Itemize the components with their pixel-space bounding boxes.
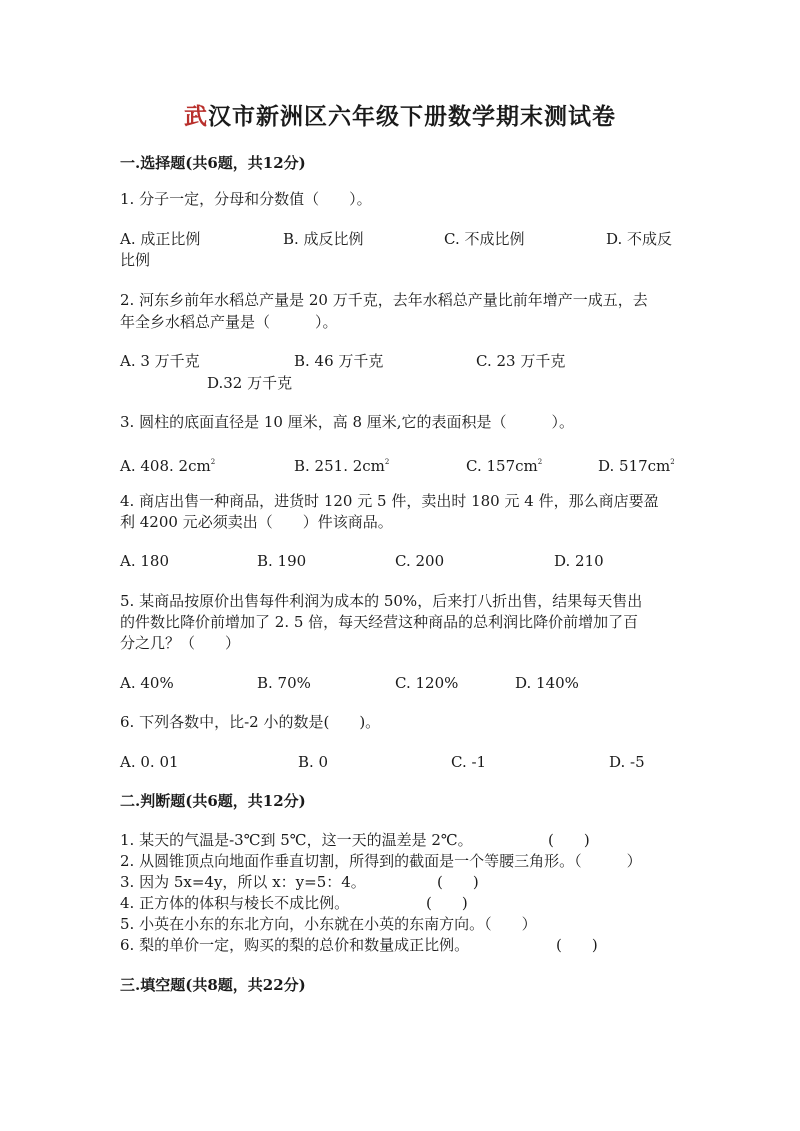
- q1-option-c: C. 不成比例: [444, 230, 525, 248]
- question-3-stem: 3. 圆柱的底面直径是 10 厘米，高 8 厘米,它的表面积是（ ）。: [120, 413, 575, 431]
- q3-option-c: C. $157cm^2$: [466, 457, 543, 475]
- question-5-stem-line3: 分之几？（ ）: [120, 634, 241, 652]
- judge-item-6: 6. 梨的单价一定，购买的梨的总价和数量成正比例。: [120, 936, 470, 954]
- judge-item-5: 5. 小英在小东的东北方向，小东就在小英的东南方向。（ ）: [120, 915, 537, 933]
- q5-option-a: A. 40%: [120, 674, 174, 692]
- q4-option-b: B. 190: [257, 552, 307, 570]
- page-title: [0, 98, 800, 131]
- section-heading-choice: 一.选择题(共6题，共12分): [120, 154, 306, 172]
- question-2-stem-line2: 年全乡水稻总产量是（ ）。: [120, 313, 338, 331]
- q1-option-d: D. 不成反: [606, 230, 673, 248]
- q4-option-a: A. 180: [120, 552, 169, 570]
- q3-option-b: B. 251. $2cm^2$: [294, 457, 390, 475]
- question-2-stem-line1: 2. 河东乡前年水稻总产量是 20 万千克，去年水稻总产量比前年增产一成五，去: [120, 291, 648, 309]
- question-4-stem-line1: 4. 商店出售一种商品，进货时 120 元 5 件，卖出时 180 元 4 件，那么商店要盈: [120, 492, 659, 510]
- section-heading-fill: 三.填空题(共8题，共22分): [120, 976, 306, 994]
- q2-option-c: C. 23 万千克: [476, 352, 566, 370]
- judge-item-4-paren: ( ): [426, 894, 468, 912]
- q1-option-a: A. 成正比例: [120, 230, 201, 248]
- question-5-stem-line1: 5. 某商品按原价出售每件利润为成本的 50%，后来打八折出售，结果每天售出: [120, 592, 643, 610]
- q6-option-d: D. -5: [609, 753, 645, 771]
- q4-option-c: C. 200: [395, 552, 445, 570]
- q6-option-a: A. 0. 01: [120, 753, 179, 771]
- q3-option-d: D. $517cm^2$: [598, 457, 675, 475]
- question-5-stem-line2: 的件数比降价前增加了 2. 5 倍，每天经营这种商品的总利润比降价前增加了百: [120, 613, 639, 631]
- judge-item-1-paren: ( ): [548, 831, 590, 849]
- q2-option-b: B. 46 万千克: [294, 352, 384, 370]
- q6-option-c: C. -1: [451, 753, 487, 771]
- q5-option-d: D. 140%: [515, 674, 579, 692]
- question-1-stem: 1. 分子一定，分母和分数值（ ）。: [120, 190, 372, 208]
- q3-option-a: A. 408. $2cm^2$: [120, 457, 216, 475]
- q6-option-b: B. 0: [298, 753, 329, 771]
- title-rest: 汉市新洲区六年级下册数学期末测试卷: [208, 103, 616, 130]
- q2-option-d: D.32 万千克: [207, 374, 293, 392]
- judge-item-3-paren: ( ): [437, 873, 479, 891]
- judge-item-3: 3. 因为 5x=4y，所以 x：y=5：4。: [120, 873, 366, 891]
- judge-item-6-paren: ( ): [556, 936, 598, 954]
- judge-item-1: 1. 某天的气温是-3℃到 5℃，这一天的温差是 2℃。: [120, 831, 473, 849]
- q1-option-b: B. 成反比例: [283, 230, 364, 248]
- q5-option-c: C. 120%: [395, 674, 459, 692]
- judge-item-2: 2. 从圆锥顶点向地面作垂直切割，所得到的截面是一个等腰三角形。（ ）: [120, 852, 642, 870]
- judge-item-4: 4. 正方体的体积与棱长不成比例。: [120, 894, 350, 912]
- question-6-stem: 6. 下列各数中，比-2 小的数是( )。: [120, 713, 381, 731]
- title-first-char: 武: [184, 103, 208, 130]
- question-4-stem-line2: 利 4200 元必须卖出（ ）件该商品。: [120, 513, 393, 531]
- q1-option-d-wrap: 比例: [120, 251, 151, 269]
- section-heading-judge: 二.判断题(共6题，共12分): [120, 792, 306, 810]
- q4-option-d: D. 210: [554, 552, 604, 570]
- q5-option-b: B. 70%: [257, 674, 311, 692]
- q2-option-a: A. 3 万千克: [120, 352, 200, 370]
